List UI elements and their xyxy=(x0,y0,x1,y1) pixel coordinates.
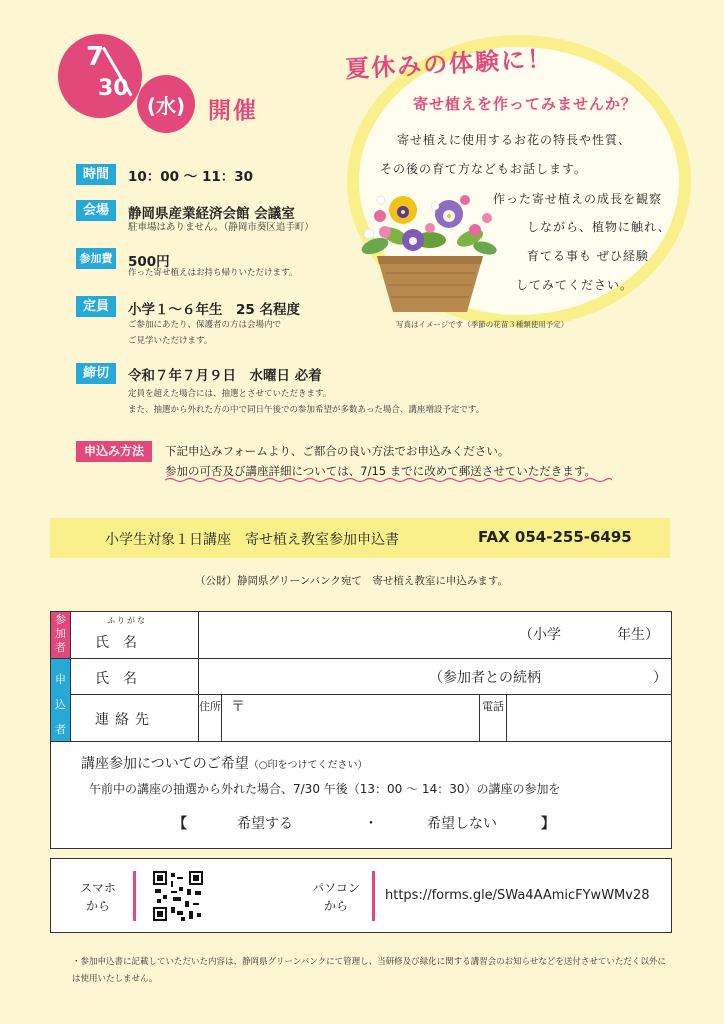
fax-number: FAX 054-255-6495 xyxy=(478,528,632,546)
smartphone-label xyxy=(73,879,123,915)
time-tag: 時間 xyxy=(76,164,116,185)
date-weekday: (水) xyxy=(146,94,186,118)
deadline-tag: 締切 xyxy=(76,363,116,384)
wish-title-text: 講座参加についてのご希望 xyxy=(81,756,249,772)
smartphone-label-2: から xyxy=(85,899,110,913)
phone-label: 電話 xyxy=(482,700,504,713)
deadline-note-2: また、抽選から外れた方の中で同日午後での参加希望が多数あった場合、講座増設予定です。 xyxy=(128,405,485,415)
privacy-footnote: ・参加申込書に記載していただいた内容は、静岡県グリーンバンクにて管理し、当研修及び緑化に関する講習会のお知らせなどを送付させていただく以外には使用いたしません。 xyxy=(72,957,666,984)
address-label: 住所 xyxy=(199,700,221,713)
capacity-note-1: ご参加にあたり、保護者の方は会場内で xyxy=(128,320,282,330)
applicant-name-input[interactable] xyxy=(201,660,421,692)
deadline-note-1: 定員を超えた場合には、抽選とさせていただきます。 xyxy=(128,389,332,399)
option-wish-no[interactable]: 希望しない xyxy=(427,816,497,832)
bubble-subtitle: 寄せ植えを作ってみませんか？ xyxy=(413,95,638,113)
capacity-tag: 定員 xyxy=(76,296,116,317)
bracket-close: 】 xyxy=(541,816,555,832)
furigana-label: ふりがな xyxy=(107,616,147,625)
bubble-line-6: してみてください。 xyxy=(516,278,634,292)
applicant-name-label: 氏名 xyxy=(95,671,151,687)
participant-name-input[interactable] xyxy=(201,614,661,654)
apply-line-1: 下記申込みフォームより、ご都合の良い方法でお申込みください。 xyxy=(165,444,510,458)
relation-note: （参加者との続柄 ） xyxy=(429,670,667,686)
photo-note: 写真はイメージです（季節の花苗３種類使用予定） xyxy=(396,320,569,329)
date-day: 30 xyxy=(98,76,129,101)
apply-tag: 申込み方法 xyxy=(76,441,152,462)
fee-value: 500円 xyxy=(128,254,170,270)
bracket-open: 【 xyxy=(173,816,187,832)
venue-note: 駐車場はありません。（静岡市葵区追手町） xyxy=(128,222,314,233)
capacity-value: 小学１〜６年生 25 名程度 xyxy=(128,302,300,318)
divider-1 xyxy=(133,871,136,921)
date-month: 7 xyxy=(86,42,105,72)
venue-tag: 会場 xyxy=(76,200,116,221)
weekday-circle xyxy=(137,75,195,133)
bubble-line-1: 寄せ植えに使用するお花の特長や性質、 xyxy=(397,133,632,147)
bubble-line-3: 作った寄せ植えの成長を観察 xyxy=(493,192,663,206)
pc-label xyxy=(306,879,366,915)
contact-label: 連絡先 xyxy=(95,712,155,728)
smartphone-label-1: スマホ xyxy=(80,881,116,895)
address-input[interactable] xyxy=(245,696,475,738)
wish-note: （○印をつけてください） xyxy=(248,760,368,771)
bubble-title: 夏休みの体験に！ xyxy=(344,44,554,84)
application-form xyxy=(50,611,672,849)
option-wish-yes[interactable]: 希望する xyxy=(237,816,293,832)
wish-title xyxy=(81,753,367,773)
fee-note: 作った寄せ植えはお持ち帰りいただけます。 xyxy=(128,268,298,278)
participant-side-label: 参加者 xyxy=(51,612,70,658)
applicant-side-label: 申込者 xyxy=(51,659,70,741)
capacity-note-2: ご見学いただけます。 xyxy=(128,336,213,346)
phone-input[interactable] xyxy=(509,696,667,738)
online-apply-box xyxy=(50,858,672,933)
time-value: 10：00 〜 11：30 xyxy=(128,169,254,185)
venue-value: 静岡県産業経済会館 会議室 xyxy=(128,206,295,222)
bubble-line-2: その後の育て方などもお話します。 xyxy=(380,162,588,176)
wish-line: 午前中の講座の抽選から外れた場合、7/30 午後（13：00 〜 14：30）の講座の参加を xyxy=(89,782,561,796)
bubble-line-5: 育てる事も ぜひ経験 xyxy=(527,249,649,263)
wavy-underline xyxy=(165,477,612,483)
pc-label-2: から xyxy=(323,899,348,913)
form-url-link[interactable]: https://forms.gle/SWa4AAmicFYwWMv28 xyxy=(385,888,650,903)
flower-pot-image xyxy=(355,188,505,316)
date-circle xyxy=(58,34,142,118)
apply-line-2: 参加の可否及び講座詳細については、7/15 までに改めて郵送させていただきます。 xyxy=(165,464,596,478)
pc-label-1: パソコン xyxy=(312,881,360,895)
deadline-value: 令和７年７月９日 水曜日 必着 xyxy=(128,368,322,384)
form-title: 小学生対象１日講座 寄せ植え教室参加申込書 xyxy=(105,532,399,548)
divider-2 xyxy=(372,871,375,921)
qr-code-icon[interactable] xyxy=(153,871,203,921)
grade-note: （小学 年生） xyxy=(519,627,659,643)
held-label: 開催 xyxy=(208,98,258,124)
postal-mark: 〒 xyxy=(231,699,245,715)
bubble-line-4: しながら、植物に触れ、 xyxy=(527,220,671,234)
fee-tag: 参加費 xyxy=(76,248,116,269)
participant-name-label: 氏名 xyxy=(95,635,151,651)
option-separator: ・ xyxy=(364,816,378,832)
addressee-line: （公財）静岡県グリーンバンク宛て 寄せ植え教室に申込みます。 xyxy=(195,575,509,587)
